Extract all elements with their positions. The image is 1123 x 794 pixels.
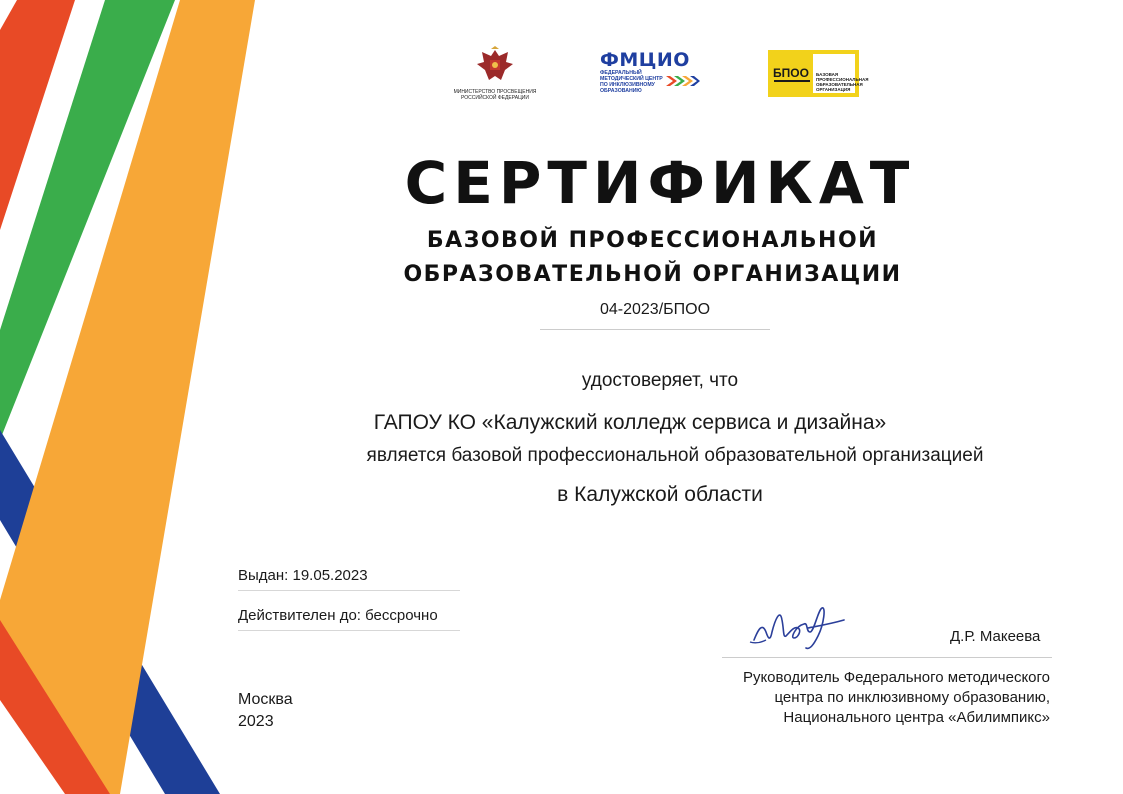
certifies-text: удостоверяет, что <box>581 370 739 391</box>
city: Москва <box>238 691 293 708</box>
issued-date: Выдан: 19.05.2023 <box>238 567 460 591</box>
place-and-year <box>238 689 293 733</box>
ministry-caption: МИНИСТЕРСТВО ПРОСВЕЩЕНИЯ РОССИЙСКОЙ ФЕДЕРАЦИИ <box>453 89 537 101</box>
region-text: в Калужской области <box>557 483 763 506</box>
certificate-title: СЕРТИФИКАТ <box>404 149 916 217</box>
organization-name: ГАПОУ КО «Калужский колледж сервиса и дизайна» <box>373 411 887 434</box>
valid-until: Действителен до: бессрочно <box>238 607 460 631</box>
chevron-arrows-icon <box>666 74 700 88</box>
logo-row <box>0 46 1123 106</box>
fmcio-caption: ФЕДЕРАЛЬНЫЙ МЕТОДИЧЕСКИЙ ЦЕНТР ПО ИНКЛЮЗИВНОМУ ОБРАЗОВАНИЮ <box>600 70 663 94</box>
ministry-logo <box>452 46 538 101</box>
signatory-name: Д.Р. Макеева <box>950 628 1041 645</box>
bpoo-underline <box>774 80 810 82</box>
signatory-role-line3: Национального центра «Абилимпикс» <box>783 709 1050 726</box>
eagle-emblem-icon <box>475 46 515 84</box>
signature-line <box>722 657 1052 658</box>
signatory-role <box>690 668 1050 728</box>
signatory-role-line2: центра по инклюзивному образованию, <box>774 689 1050 706</box>
bpoo-name: БПОО <box>773 66 809 80</box>
bpoo-caption: БАЗОВАЯ ПРОФЕССИОНАЛЬНАЯ ОБРАЗОВАТЕЛЬНАЯ ОРГАНИЗАЦИЯ <box>816 72 869 92</box>
fmcio-logo <box>600 50 704 94</box>
bpoo-panel <box>813 54 869 93</box>
year: 2023 <box>238 713 274 730</box>
statement-text: является базовой профессиональной образовательной организацией <box>366 445 984 466</box>
certificate-subtitle-line2: ОБРАЗОВАТЕЛЬНОЙ ОРГАНИЗАЦИИ <box>403 262 902 287</box>
bpoo-logo <box>768 50 869 97</box>
fmcio-name: ФМЦИО <box>600 49 690 71</box>
signatory-role-line1: Руководитель Федерального методического <box>742 669 1050 686</box>
certificate-subtitle-line1: БАЗОВОЙ ПРОФЕССИОНАЛЬНОЙ <box>426 228 879 253</box>
handwritten-signature <box>748 602 858 652</box>
certificate-number: 04-2023/БПОО <box>540 301 770 330</box>
decorative-stripes <box>0 0 300 794</box>
